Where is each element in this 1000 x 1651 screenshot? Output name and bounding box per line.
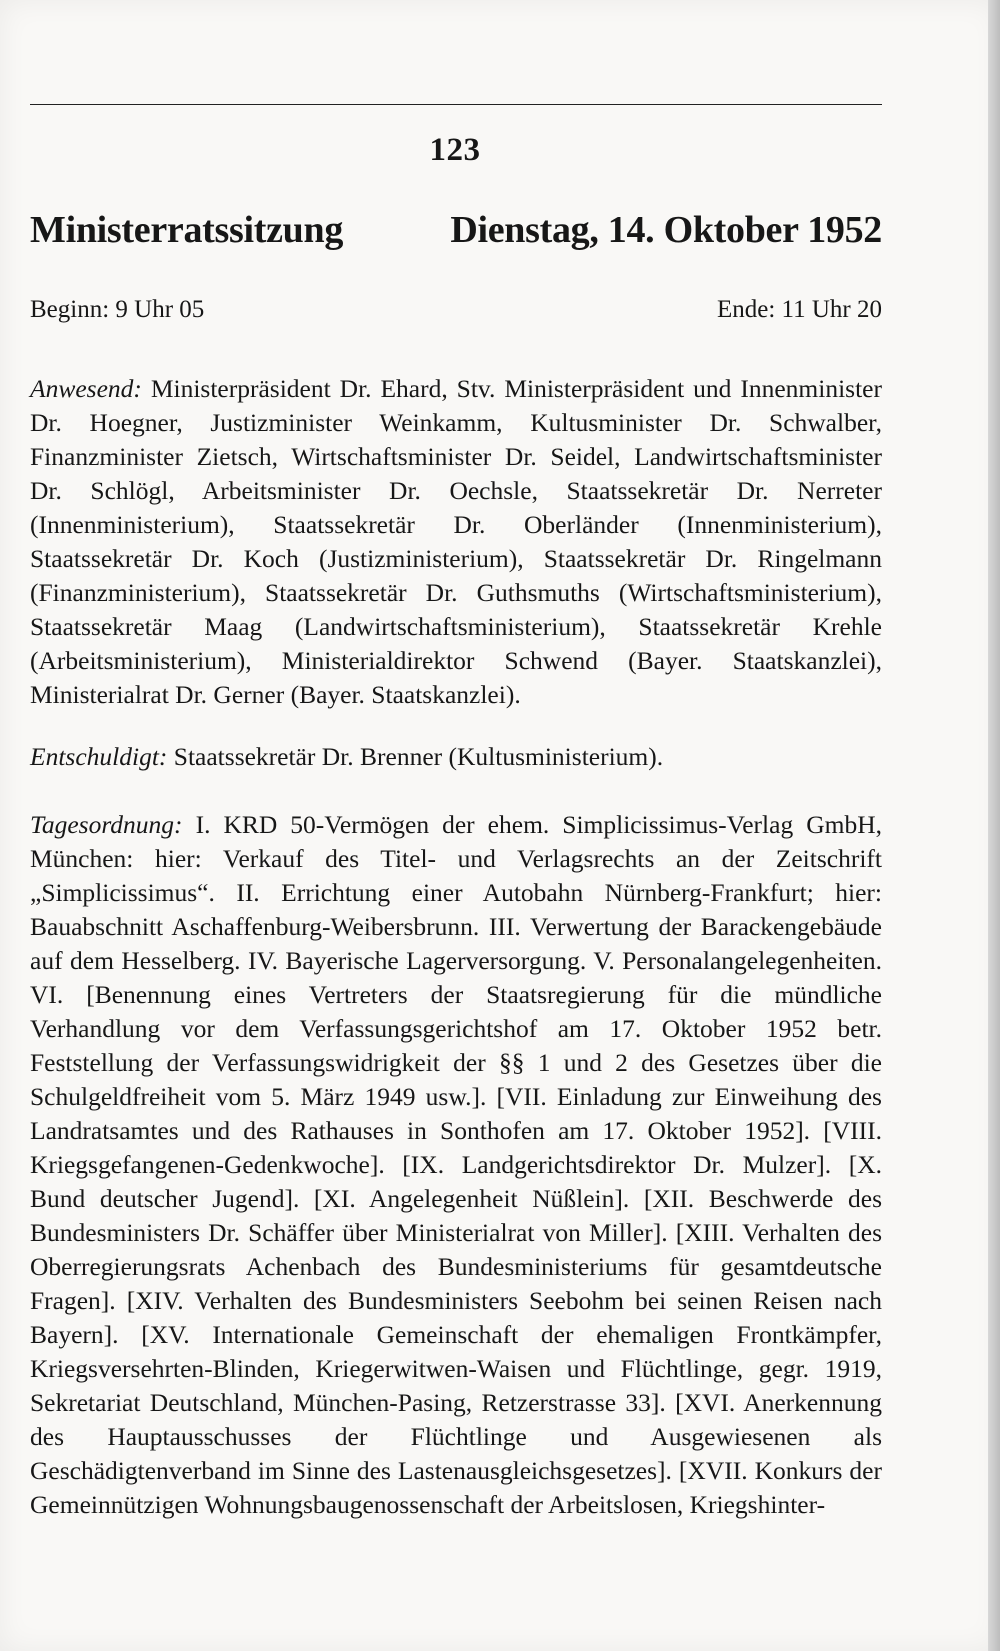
attendees-text: Ministerpräsident Dr. Ehard, Stv. Ministerpräsident und Innenminister Dr. Hoegner, Justizminister Weinkamm, Kultusminister Dr. Schwalber, Finanzminister Zietsch, Wirtschaftsminister Dr. Seidel, Landwirtschaftsminister Dr. Schlögl, Arbeitsminister Dr. Oechsle, Staatssekretär Dr. Nerreter (Innenministerium), Staatssekretär Dr. Oberländer (Innenministerium), Staatssekretär Dr. Koch (Justizministerium), Staatssekretär Dr. Ringelmann (Finanzministerium), Staatssekretär Dr. Guthsmuths (Wirtschaftsministerium), Staatssekretär Maag (Landwirtschaftsministerium), Staatssekretär Krehle (Arbeitsministerium), Ministerialdirektor Schwend (Bayer. Staatskanzlei), Ministerialrat Dr. Gerner (Bayer. Staatskanzlei). [30,374,882,709]
page-edge [988,0,1000,1651]
agenda-text: I. KRD 50-Vermögen der ehem. Simplicissimus-Verlag GmbH, München: hier: Verkauf des Titel- und Verlagsrechts an der Zeitschrift „Simplicissimus“. II. Errichtung einer Autobahn Nürnberg-Frankfurt; hier: Bauabschnitt Aschaffenburg-Weibersbrunn. III. Verwertung der Barackengebäude auf dem Hesselberg. IV. Bayerische Lagerversorgung. V. Personalangelegenheiten. VI. [Benennung eines Vertreters der Staatsregierung für die mündliche Verhandlung vor dem Verfassungsgerichtshof am 17. Oktober 1952 betr. Feststellung der Verfassungswidrigkeit der §§ 1 und 2 des Gesetzes über die Schulgeldfreiheit vom 5. März 1949 usw.]. [VII. Einladung zur Einweihung des Landratsamtes und des Rathauses in Sonthofen am 17. Oktober 1952]. [VIII. Kriegsgefangenen-Gedenkwoche]. [IX. Landgerichtsdirektor Dr. Mulzer]. [X. Bund deutscher Jugend]. [XI. Angelegenheit Nüßlein]. [XII. Beschwerde des Bundesministers Dr. Schäffer über Ministerialrat von Miller]. [XIII. Verhalten des Oberregierungsrats Achenbach des Bundesministeriums für gesamtdeutsche Fragen]. [XIV. Verhalten des Bundesministers Seebohm bei seinen Reisen nach Bayern]. [XV. Internationale Gemeinschaft der ehemaligen Frontkämpfer, Kriegsversehrten-Blinden, Kriegerwitwen-Waisen und Flüchtlinge, gegr. 1919, Sekretariat Deutschland, München-Pasing, Retzerstrasse 33]. [XVI. Anerkennung des Hauptausschusses der Flüchtlinge und Ausgewiesenen als Geschädigtenverband im Sinne des Lastenausgleichsgesetzes]. [XVII. Konkurs der Gemeinnützigen Wohnungsbaugenossenschaft der Arbeitslosen, Kriegshinter- [30,810,882,1519]
agenda-label: Tagesordnung: [30,810,183,839]
excused-text: Staatssekretär Dr. Brenner (Kultusministerium). [167,742,664,771]
header-rule [30,104,882,105]
excused-label: Entschuldigt: [30,742,168,771]
protocol-number: 123 [429,132,481,168]
agenda-paragraph [30,808,882,1522]
attendees-label: Anwesend: [30,374,142,403]
end-time: Ende: 11 Uhr 20 [716,296,882,323]
time-row [30,296,882,324]
title-row [30,208,882,252]
meeting-title: Ministerratssitzung [30,209,344,251]
attendees-paragraph [30,372,882,712]
excused-paragraph [30,740,882,774]
begin-time: Beginn: 9 Uhr 05 [30,296,205,323]
meeting-date: Dienstag, 14. Oktober 1952 [450,209,882,251]
